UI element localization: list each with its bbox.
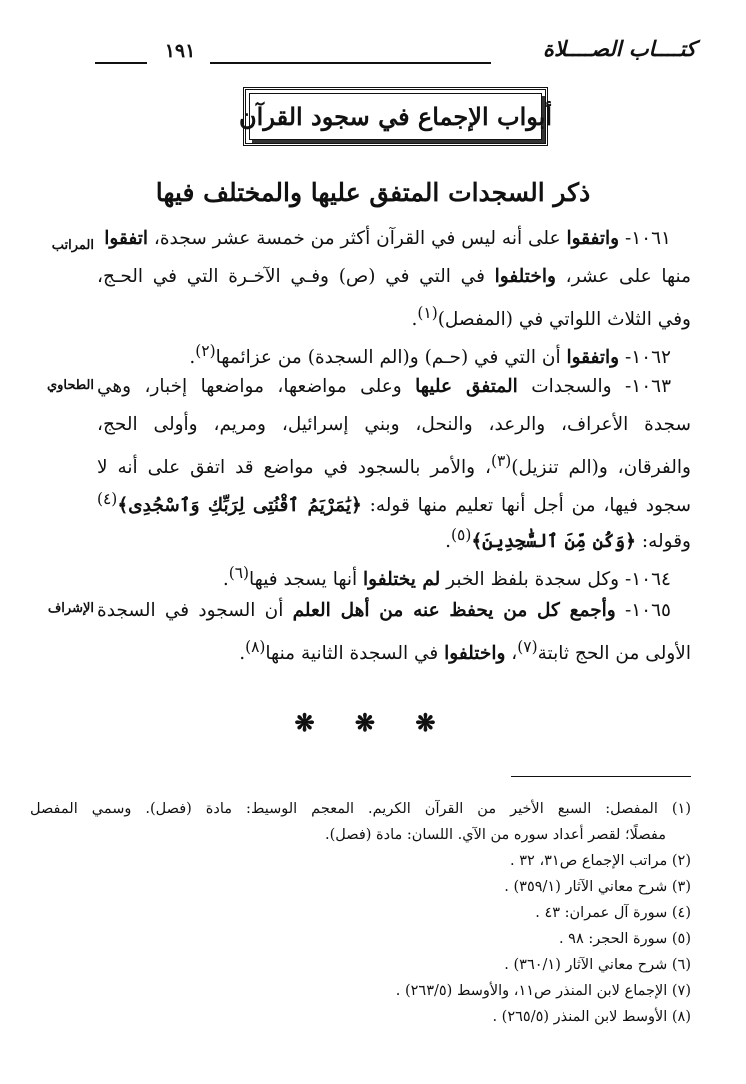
footnote-ref: (٧): [517, 638, 538, 656]
text-run: على أنه ليس في القرآن أكثر من خمسة عشر سجدة،: [148, 228, 567, 249]
bold-term: واختلفوا: [444, 643, 506, 665]
body-line-2: [97, 262, 691, 292]
side-note-tahawi: الطحاوي: [46, 378, 94, 393]
footnote-6: (٦) شرح معاني الآثار (٣٦٠/١) .: [504, 957, 691, 973]
side-note-ishraf: الإشراف: [47, 601, 94, 616]
chapter-title-box: [239, 87, 552, 146]
text-run: أنها يسجد فيها: [249, 569, 364, 591]
footnote-8: (٨) الأوسط لابن المنذر (٢٦٥/٥) .: [492, 1009, 691, 1025]
text-run: ١٠٦٣- والسجدات: [517, 376, 672, 397]
footnote-4: (٤) سورة آل عمران: ٤٣ .: [535, 905, 691, 921]
footnote-5: (٥) سورة الحجر: ٩٨ .: [558, 931, 691, 947]
text-run: والفرقان، و(الم تنزيل): [511, 457, 691, 479]
text-run: منها على عشر،: [555, 266, 691, 287]
footnote-ref: (٤): [97, 490, 118, 508]
body-line-4: [189, 336, 671, 373]
text-run: الأولى من الحج ثابتة: [537, 643, 691, 665]
text-run: ، والأمر بالسجود في مواضع قد اتفق على أنه لا: [97, 457, 491, 479]
body-line-11: [97, 596, 671, 626]
text-run: في التي في (ص) وفـي الآخـرة التي في الحـج،: [97, 266, 495, 287]
text-run: .: [189, 347, 196, 369]
text-run: أن التي في (حـم) و(الم السجدة) من عزائمها: [215, 347, 567, 369]
text-run: .: [411, 309, 418, 331]
text-run: .: [445, 531, 452, 553]
footnote-1a: (١) المفصل: السبع الأخير من القرآن الكريم. المعجم الوسيط: مادة (فصل). وسمي المفصل: [30, 801, 691, 817]
bold-term: المتفق عليها: [415, 376, 518, 397]
running-title: كتــــاب الصــــلاة: [542, 36, 696, 61]
body-line-8: [97, 484, 691, 521]
text-run: سجود فيها، من أجل أنها تعليم منها قوله:: [361, 495, 691, 517]
text-run: وقوله:: [635, 531, 691, 553]
bold-term: واختلفوا: [494, 266, 556, 287]
body-line-12: [239, 632, 691, 669]
section-separator: ❋ ❋ ❋: [294, 708, 452, 737]
text-run: وعلى مواضعها، مواضعها إخبار، وهي: [97, 376, 416, 397]
footnote-1b: مفصلًا؛ لقصر أعداد سوره من الآي. اللسان: مادة (فصل).: [325, 827, 666, 843]
section-title: ذكر السجدات المتفق عليها والمختلف فيها: [155, 178, 591, 207]
text-run: وفي الثلاث اللواتي في (المفصل): [437, 309, 691, 331]
body-line-1: [104, 224, 671, 254]
bold-term: اتفقوا: [104, 228, 148, 249]
footnote-ref: (٨): [245, 638, 266, 656]
bold-term: واتفقوا: [566, 347, 620, 369]
footnote-2: (٢) مراتب الإجماع ص٣١، ٣٢ .: [510, 853, 691, 869]
body-line-6: سجدة الأعراف، والرعد، والنحل، وبني إسرائيل، ومريم، وأولى الحج،: [97, 414, 691, 435]
text-run: في السجدة الثانية منها: [265, 643, 445, 665]
quran-quote: ﴿يَٰمَرْيَمُ ٱقْنُتِى لِرَبِّكِ وَٱسْجُدِى﴾: [117, 495, 362, 517]
side-note-maratib: المراتب: [51, 238, 94, 253]
body-line-7: [97, 446, 691, 483]
footnote-rule: [511, 776, 691, 777]
footnote-7: (٧) الإجماع لابن المنذر ص١١، والأوسط (٢٦٣/٥) .: [395, 983, 691, 999]
body-line-9: [445, 520, 691, 557]
chapter-title: أبواب الإجماع في سجود القرآن: [239, 102, 552, 131]
bold-term: وأجمع كل من يحفظ عنه من أهل العلم: [292, 600, 616, 621]
body-line-5: [97, 372, 671, 402]
footnote-ref: (٥): [451, 526, 472, 544]
text-run: أن السجود في السجدة: [97, 600, 293, 621]
header-rule-long: [210, 62, 491, 64]
text-run: ،: [505, 643, 518, 665]
footnote-3: (٣) شرح معاني الآثار (٣٥٩/١) .: [504, 879, 691, 895]
bold-term: واتفقوا: [566, 228, 620, 249]
page-number: ١٩١: [164, 40, 196, 62]
footnote-ref: (٣): [490, 452, 512, 470]
body-line-3: [412, 298, 692, 335]
footnote-ref: (٢): [195, 342, 216, 360]
item-number: ١٠٦٥-: [615, 600, 671, 621]
item-number: ١٠٦٢-: [619, 347, 671, 369]
item-number: ١٠٦١-: [619, 228, 671, 249]
quran-quote: ﴿وَكُن مِّنَ ٱلسَّٰجِدِينَ﴾: [471, 531, 636, 553]
text-run: .: [222, 569, 229, 591]
body-line-10: [223, 558, 671, 595]
text-run: .: [239, 643, 246, 665]
header-rule-short: [95, 62, 147, 64]
text-run: ١٠٦٤- وكل سجدة بلفظ الخبر: [440, 569, 671, 591]
bold-term: لم يختلفوا: [363, 569, 441, 591]
footnote-ref: (١): [417, 304, 438, 322]
footnote-ref: (٦): [228, 564, 250, 582]
